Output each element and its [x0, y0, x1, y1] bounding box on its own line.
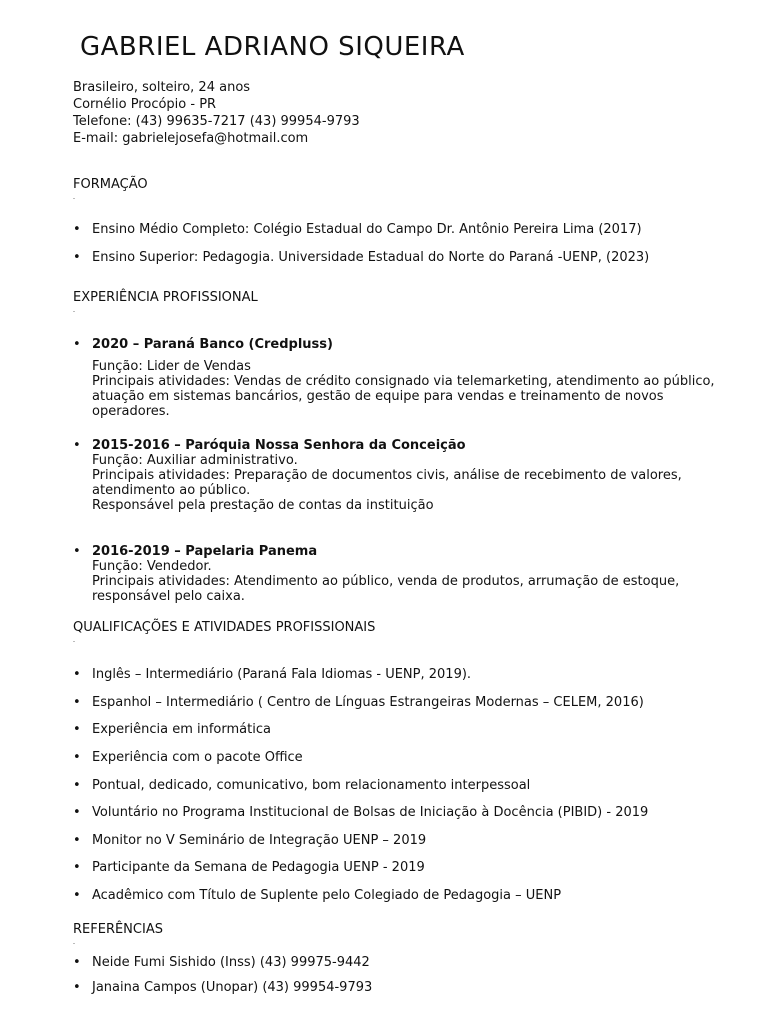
personal-info	[73, 79, 360, 147]
bullet-icon: •	[73, 222, 81, 237]
list-item-text: Neide Fumi Sishido (Inss) (43) 99975-9442	[92, 955, 370, 970]
job-entry	[73, 438, 732, 513]
section-title-referencias: REFERÊNCIAS	[73, 922, 163, 937]
list-item-text: Ensino Superior: Pedagogia. Universidade Estadual do Norte do Paraná -UENP, (2023)	[92, 250, 650, 265]
bullet-icon: •	[73, 250, 81, 265]
job-line: Responsável pela prestação de contas da instituição	[92, 498, 434, 513]
bullet-icon: •	[73, 860, 81, 875]
info-phone: Telefone: (43) 99635-7217 (43) 99954-9793	[73, 114, 360, 129]
bullet-icon: •	[73, 438, 81, 453]
job-title: 2016-2019 – Papelaria Panema	[92, 544, 318, 559]
bullet-icon: •	[73, 833, 81, 848]
list-item-text: Janaina Campos (Unopar) (43) 99954-9793	[92, 980, 373, 995]
job-line: Função: Auxiliar administrativo.	[92, 453, 298, 468]
info-email: E-mail: gabrielejosefa@hotmail.com	[73, 131, 309, 146]
list-item-text: Ensino Médio Completo: Colégio Estadual do Campo Dr. Antônio Pereira Lima (2017)	[92, 222, 642, 237]
section-divider	[73, 641, 75, 642]
section-divider	[73, 311, 75, 312]
bullet-icon: •	[73, 695, 81, 710]
list-item-text: Inglês – Intermediário (Paraná Fala Idiomas - UENP, 2019).	[92, 667, 472, 682]
list-item-text: Espanhol – Intermediário ( Centro de Línguas Estrangeiras Modernas – CELEM, 2016)	[92, 695, 644, 710]
list-item-text: Participante da Semana de Pedagogia UENP - 2019	[92, 860, 425, 875]
job-line: Função: Vendedor.	[92, 559, 212, 574]
section-title-formacao: FORMAÇÃO	[73, 177, 148, 192]
section-title-qualificacoes: QUALIFICAÇÕES E ATIVIDADES PROFISSIONAIS	[73, 620, 376, 635]
bullet-icon: •	[73, 544, 81, 559]
job-line: Função: Lider de Vendas	[92, 359, 251, 374]
job-title: 2015-2016 – Paróquia Nossa Senhora da Conceição	[92, 438, 466, 453]
bullet-icon: •	[73, 955, 81, 970]
bullet-icon: •	[73, 888, 81, 903]
job-entry	[73, 544, 732, 604]
section-divider	[73, 943, 75, 944]
bullet-icon: •	[73, 805, 81, 820]
bullet-icon: •	[73, 750, 81, 765]
bullet-icon: •	[73, 778, 81, 793]
bullet-icon: •	[73, 722, 81, 737]
list-item-text: Monitor no V Seminário de Integração UENP – 2019	[92, 833, 427, 848]
list-item-text: Pontual, dedicado, comunicativo, bom relacionamento interpessoal	[92, 778, 531, 793]
list-item-text: Experiência em informática	[92, 722, 271, 737]
job-line: Principais atividades: Vendas de crédito consignado via telemarketing, atendimento ao público, atuação em sistemas bancários, gestão de equipe para vendas e treinamento de novos operadores.	[92, 374, 715, 419]
bullet-icon: •	[73, 667, 81, 682]
section-title-experiencia: EXPERIÊNCIA PROFISSIONAL	[73, 290, 258, 305]
bullet-icon: •	[73, 337, 81, 352]
list-item-text: Voluntário no Programa Institucional de Bolsas de Iniciação à Docência (PIBID) - 2019	[92, 805, 649, 820]
list-item-text: Experiência com o pacote Office	[92, 750, 303, 765]
info-location: Cornélio Procópio - PR	[73, 97, 217, 112]
bullet-icon: •	[73, 980, 81, 995]
list-item-text: Acadêmico com Título de Suplente pelo Colegiado de Pedagogia – UENP	[92, 888, 562, 903]
job-line: Principais atividades: Preparação de documentos civis, análise de recebimento de valores, atendimento ao público.	[92, 468, 682, 498]
info-nationality: Brasileiro, solteiro, 24 anos	[73, 80, 251, 95]
job-line: Principais atividades: Atendimento ao público, venda de produtos, arrumação de estoque, responsável pelo caixa.	[92, 574, 680, 604]
job-entry	[73, 337, 732, 419]
section-divider	[73, 198, 75, 199]
job-title: 2020 – Paraná Banco (Credpluss)	[92, 337, 333, 352]
candidate-name: GABRIEL ADRIANO SIQUEIRA	[80, 32, 465, 62]
